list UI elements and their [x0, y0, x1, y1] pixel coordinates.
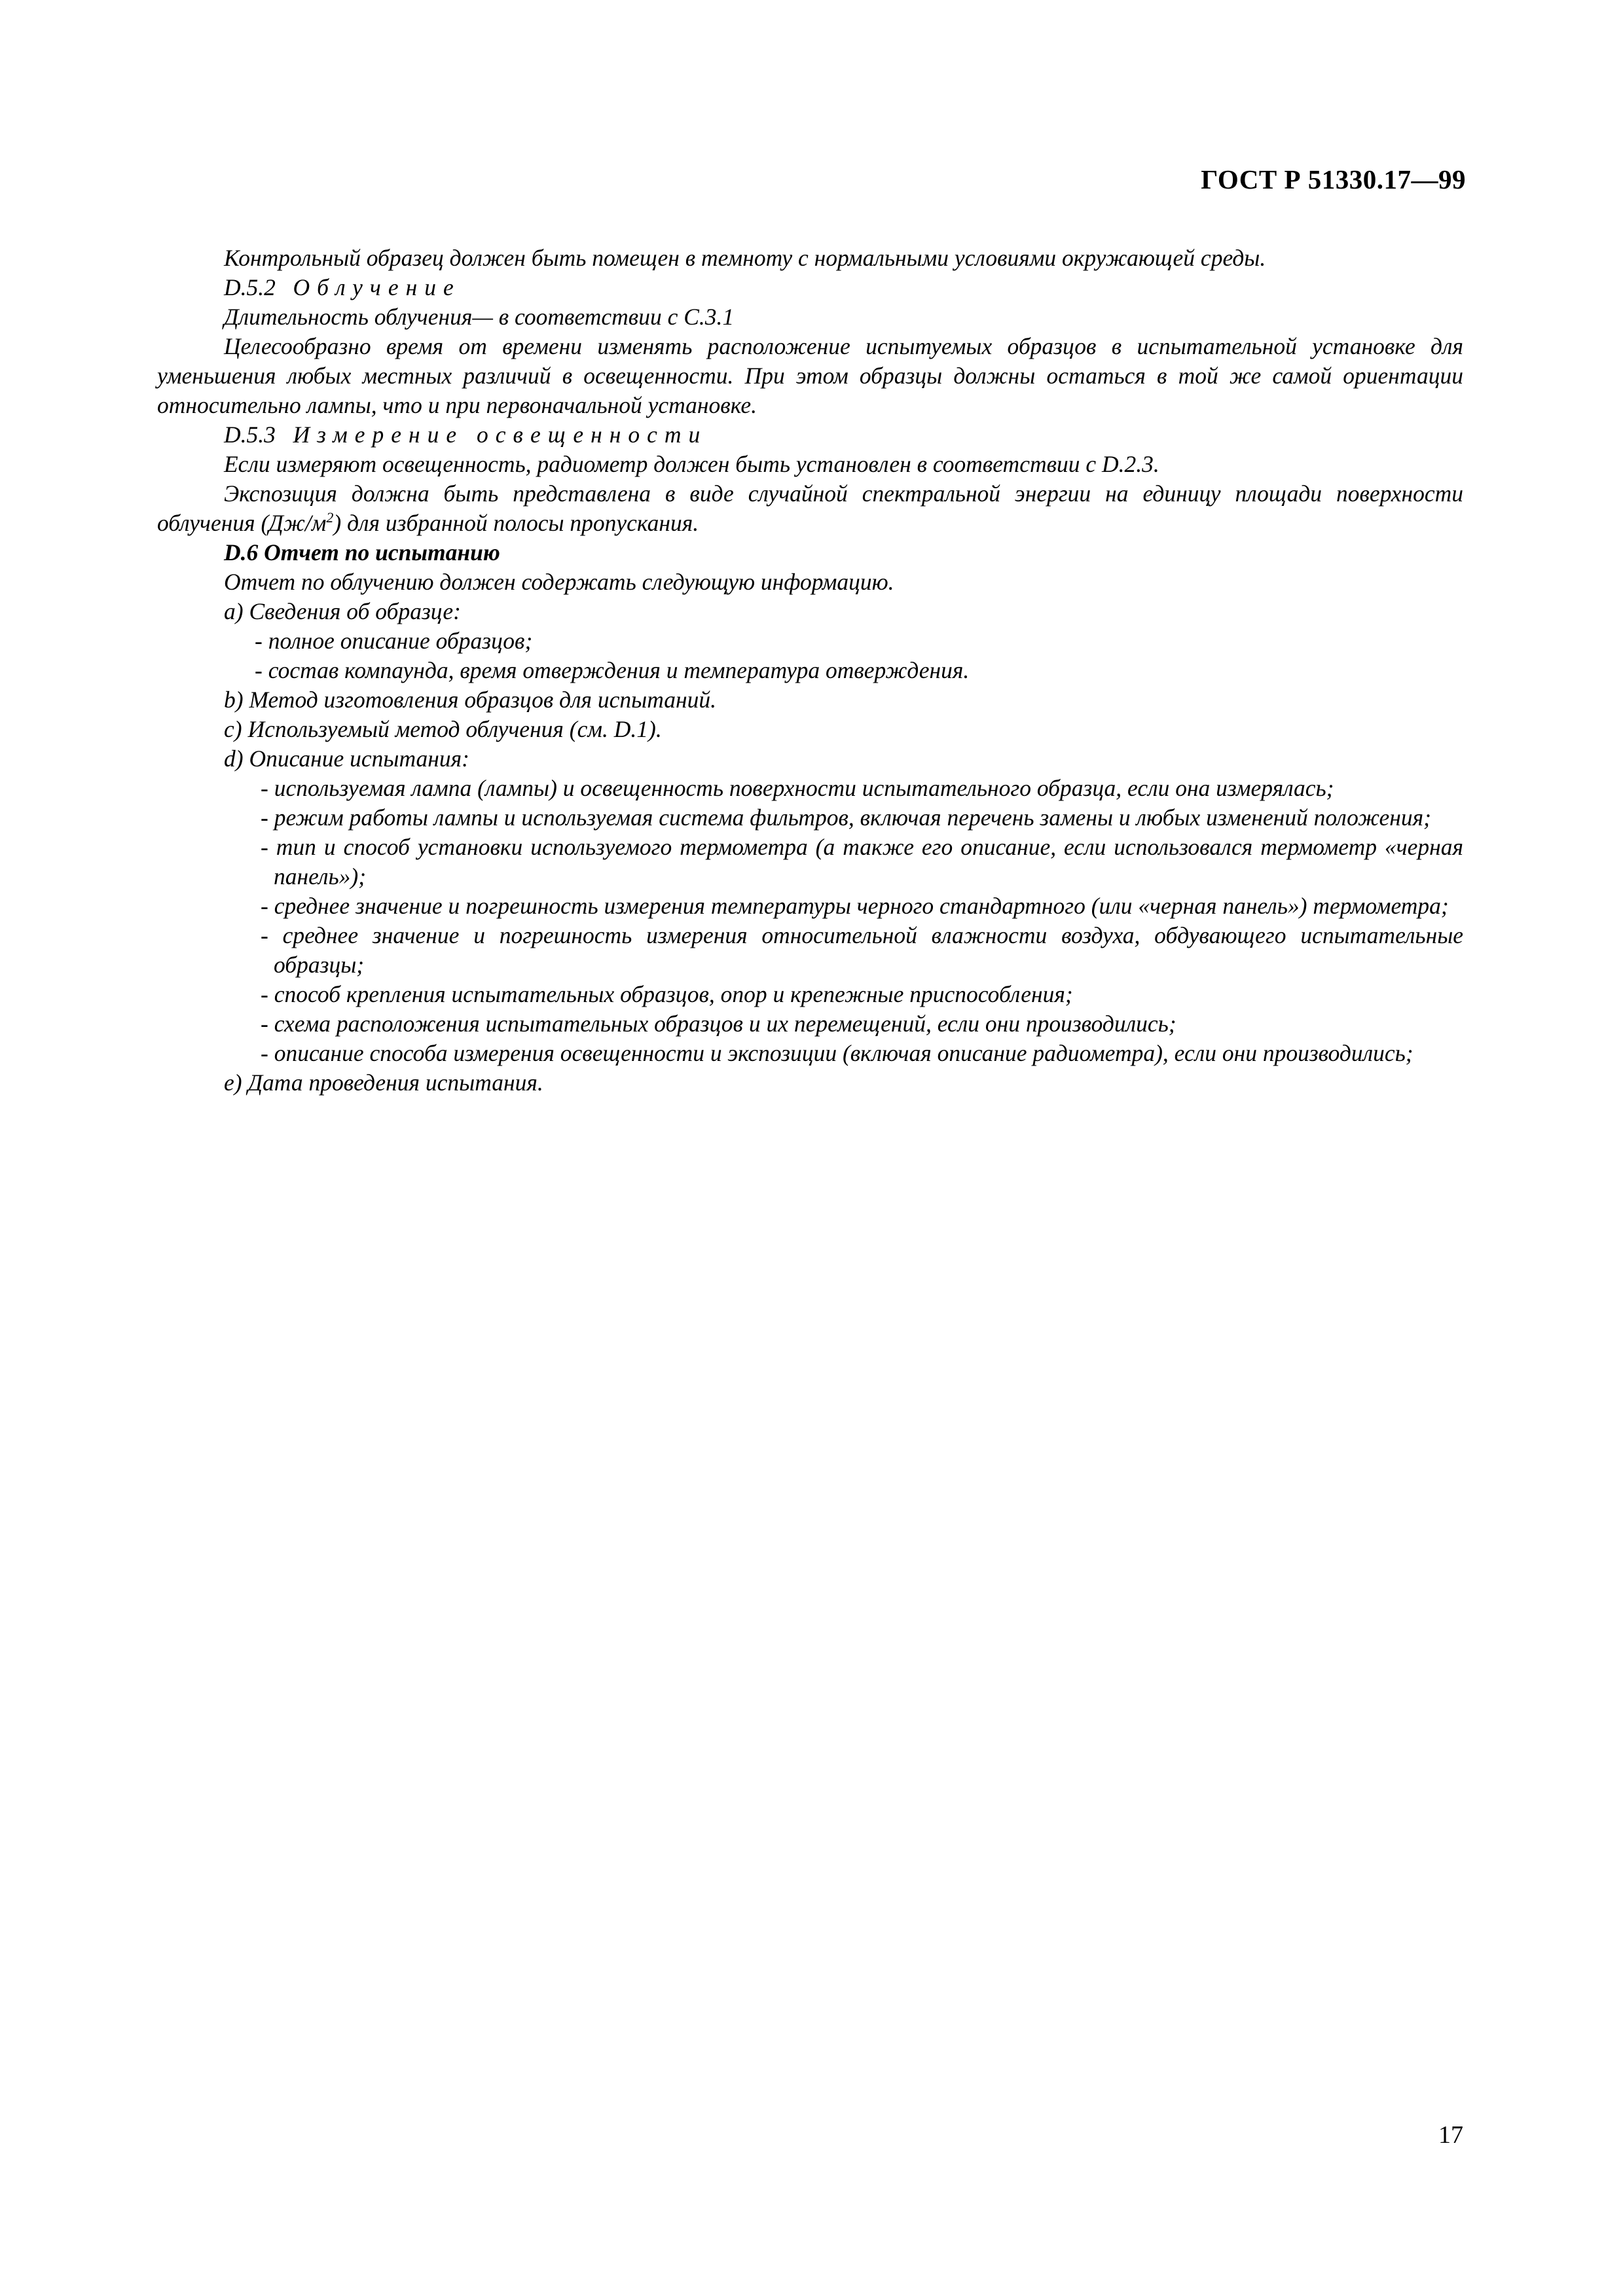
list-subitem: - полное описание образцов; — [255, 628, 533, 654]
section-number: D.5.3 — [224, 422, 276, 448]
list-subitem: - используемая лампа (лампы) и освещенность поверхности испытательного образца, если она измерялась; — [261, 775, 1334, 801]
section-heading-d52 — [157, 273, 1463, 302]
document-id-header: ГОСТ Р 51330.17—99 — [1201, 164, 1466, 194]
list-subitem: - среднее значение и погрешность измерения относительной влажности воздуха, обдувающего испытательные образцы; — [261, 922, 1463, 978]
list-item-b: b) Метод изготовления образцов для испытаний. — [224, 687, 717, 713]
list-d-subitems — [157, 774, 1463, 1068]
list-subitem: - тип и способ установки используемого термометра (а также его описание, если использовался термометр «черная панель»); — [261, 834, 1463, 889]
document-body — [157, 243, 1463, 1098]
list-item-d: d) Описание испытания: — [224, 745, 469, 772]
section-heading-d6: D.6 Отчет по испытанию — [224, 539, 500, 565]
paragraph-exposure — [157, 479, 1463, 538]
paragraph-report-intro: Отчет по облучению должен содержать следующую информацию. — [224, 569, 894, 595]
list-subitem: - среднее значение и погрешность измерения температуры черного стандартного (или «черная панель») термометра; — [261, 893, 1449, 919]
paragraph-radiometer: Если измеряют освещенность, радиометр должен быть установлен в соответствии с D.2.3. — [224, 451, 1159, 477]
page-number: 17 — [1438, 2121, 1463, 2149]
list-item-a: а) Сведения об образце: — [224, 598, 462, 624]
list-a-subitems — [157, 626, 1463, 685]
exposure-text-end: ) для избранной полосы пропускания. — [333, 510, 699, 536]
list-item-c: с) Используемый метод облучения (см. D.1). — [224, 716, 662, 742]
list-subitem: - описание способа измерения освещенности и экспозиции (включая описание радиометра), если они производились; — [261, 1040, 1413, 1066]
superscript: 2 — [326, 509, 334, 526]
section-title: Облучение — [293, 274, 461, 300]
list-subitem: - способ крепления испытательных образцов, опор и крепежные приспособления; — [261, 981, 1073, 1007]
section-title: Измерение освещенности — [293, 422, 708, 448]
paragraph-reposition: Целесообразно время от времени изменять расположение испытуемых образцов в испытательной установке для уменьшения любых местных различий в освещенности. При этом образцы должны остаться в той же самой ориентации относительно лампы, что и при первоначальной установке. — [157, 333, 1463, 418]
list-item-e: е) Дата проведения испытания. — [224, 1069, 543, 1096]
list-subitem: - режим работы лампы и используемая система фильтров, включая перечень замены и любых изменений положения; — [261, 804, 1431, 831]
list-subitem: - состав компаунда, время отверждения и температура отверждения. — [255, 657, 970, 683]
list-subitem: - схема расположения испытательных образцов и их перемещений, если они производились; — [261, 1011, 1176, 1037]
section-heading-d53 — [157, 420, 1463, 450]
exposure-text-start: Экспозиция должна быть представлена в виде случайной спектральной энергии на единицу площади поверхности облучения (Дж/м — [157, 480, 1463, 536]
paragraph-control-sample: Контрольный образец должен быть помещен в темноту с нормальными условиями окружающей среды. — [224, 245, 1266, 271]
paragraph-duration: Длительность облучения— в соответствии с С.3.1 — [224, 304, 735, 330]
section-number: D.5.2 — [224, 274, 276, 300]
